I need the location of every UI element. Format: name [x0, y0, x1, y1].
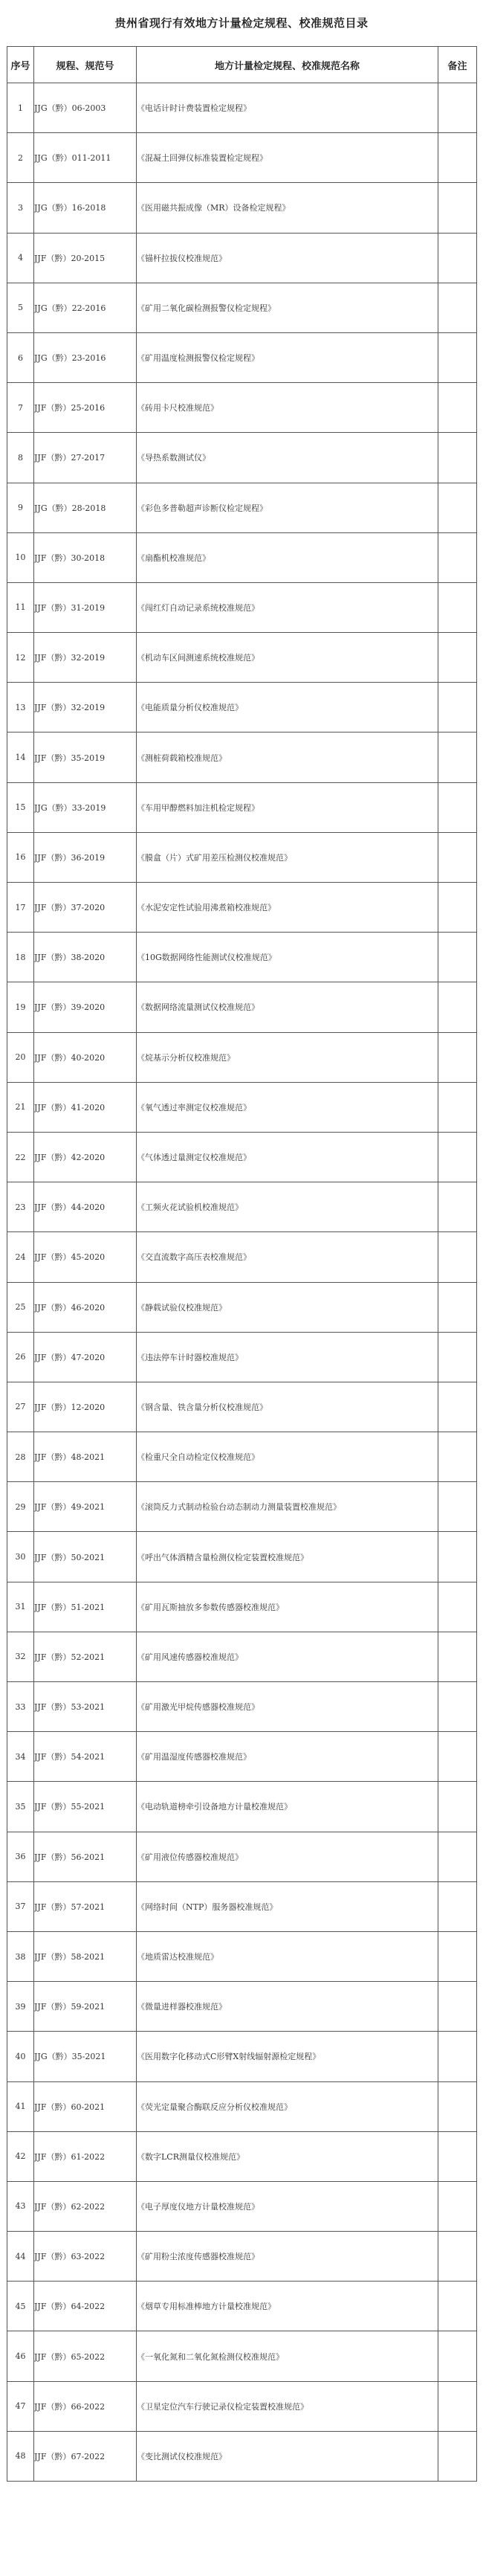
row-name: 《矿用风速传感器校准规范》 — [137, 1632, 438, 1681]
row-name: 《电能质量分析仪校准规范》 — [137, 683, 438, 732]
row-serial-number: 46 — [7, 2331, 34, 2381]
table-row — [7, 633, 477, 683]
row-serial-number: 35 — [7, 1782, 34, 1832]
row-code: JJF（黔）65-2022 — [34, 2331, 137, 2381]
row-name: 《烟草专用标准棒地方计量校准规范》 — [137, 2282, 438, 2331]
row-remark — [438, 1482, 477, 1532]
table-row — [7, 1282, 477, 1332]
row-code: JJG（黔）23-2016 — [34, 332, 137, 382]
row-serial-number: 21 — [7, 1082, 34, 1132]
row-name: 《烷基示分析仪校准规范》 — [137, 1032, 438, 1082]
row-serial-number: 10 — [7, 532, 34, 582]
row-remark — [438, 683, 477, 732]
row-code: JJF（黔）66-2022 — [34, 2381, 137, 2431]
row-serial-number: 37 — [7, 1881, 34, 1931]
row-remark — [438, 2081, 477, 2131]
row-name: 《电话计时计费装置检定规程》 — [137, 83, 438, 133]
row-serial-number: 26 — [7, 1332, 34, 1382]
row-remark — [438, 133, 477, 183]
row-name: 《卫星定位汽车行驶记录仪检定装置校准规范》 — [137, 2381, 438, 2431]
row-name: 《彩色多普勒超声诊断仪检定规程》 — [137, 483, 438, 532]
table-body — [7, 83, 477, 2482]
table-row — [7, 582, 477, 632]
row-code: JJF（黔）39-2020 — [34, 982, 137, 1032]
row-remark — [438, 1982, 477, 2032]
row-name: 《氧气透过率测定仪校准规范》 — [137, 1082, 438, 1132]
row-name: 《工频火花试验机校准规范》 — [137, 1182, 438, 1232]
table-row — [7, 483, 477, 532]
row-name: 《网络时间（NTP）服务器校准规范》 — [137, 1881, 438, 1931]
row-name: 《扇酯机校准规范》 — [137, 532, 438, 582]
row-remark — [438, 433, 477, 483]
table-row — [7, 883, 477, 933]
row-serial-number: 28 — [7, 1432, 34, 1482]
row-remark — [438, 1682, 477, 1732]
row-code: JJG（黔）33-2019 — [34, 782, 137, 832]
table-row — [7, 1832, 477, 1881]
row-remark — [438, 2181, 477, 2231]
row-serial-number: 42 — [7, 2131, 34, 2181]
row-code: JJF（黔）62-2022 — [34, 2181, 137, 2231]
row-remark — [438, 933, 477, 982]
row-code: JJG（黔）28-2018 — [34, 483, 137, 532]
row-remark — [438, 2331, 477, 2381]
row-remark — [438, 1532, 477, 1582]
table-row — [7, 1432, 477, 1482]
row-serial-number: 11 — [7, 582, 34, 632]
row-remark — [438, 1332, 477, 1382]
row-remark — [438, 832, 477, 882]
row-name: 《钢含量、铁含量分析仪校准规范》 — [137, 1382, 438, 1432]
row-code: JJF（黔）51-2021 — [34, 1582, 137, 1632]
row-serial-number: 15 — [7, 782, 34, 832]
table-row — [7, 1732, 477, 1782]
row-serial-number: 3 — [7, 183, 34, 233]
header-name: 地方计量检定规程、校准规范名称 — [137, 47, 438, 83]
row-name: 《检重尺全自动检定仪校准规范》 — [137, 1432, 438, 1482]
page-title: 贵州省现行有效地方计量检定规程、校准规范目录 — [114, 16, 369, 30]
row-code: JJF（黔）52-2021 — [34, 1632, 137, 1681]
row-name: 《气体透过量测定仪校准规范》 — [137, 1132, 438, 1182]
row-name: 《数字LCR测量仪校准规范》 — [137, 2131, 438, 2181]
table-row — [7, 2431, 477, 2481]
row-name: 《10G数据网络性能测试仪校准规范》 — [137, 933, 438, 982]
row-code: JJF（黔）27-2017 — [34, 433, 137, 483]
row-serial-number: 31 — [7, 1582, 34, 1632]
row-remark — [438, 1232, 477, 1282]
row-serial-number: 43 — [7, 2181, 34, 2231]
row-serial-number: 13 — [7, 683, 34, 732]
row-code: JJF（黔）47-2020 — [34, 1332, 137, 1382]
table-row — [7, 1482, 477, 1532]
table-row — [7, 2282, 477, 2331]
row-serial-number: 41 — [7, 2081, 34, 2131]
row-name: 《滚筒反力式制动检验台动态制动力测量装置校准规范》 — [137, 1482, 438, 1532]
row-name: 《电子厚度仪地方计量校准规范》 — [137, 2181, 438, 2231]
row-remark — [438, 1881, 477, 1931]
table-row — [7, 332, 477, 382]
row-remark — [438, 2282, 477, 2331]
row-remark — [438, 782, 477, 832]
table-row — [7, 2331, 477, 2381]
row-code: JJF（黔）54-2021 — [34, 1732, 137, 1782]
row-name: 《混凝土回弹仪标准装置检定规程》 — [137, 133, 438, 183]
row-remark — [438, 1032, 477, 1082]
table-row — [7, 933, 477, 982]
row-remark — [438, 2131, 477, 2181]
table-row — [7, 782, 477, 832]
row-code: JJF（黔）53-2021 — [34, 1682, 137, 1732]
row-serial-number: 23 — [7, 1182, 34, 1232]
regulation-table — [7, 46, 477, 2482]
row-name: 《矿用粉尘浓度传感器校准规范》 — [137, 2232, 438, 2282]
row-code: JJF（黔）35-2019 — [34, 732, 137, 782]
row-remark — [438, 883, 477, 933]
row-remark — [438, 1832, 477, 1881]
row-remark — [438, 1582, 477, 1632]
table-row — [7, 1132, 477, 1182]
table-row — [7, 1532, 477, 1582]
row-serial-number: 1 — [7, 83, 34, 133]
row-remark — [438, 233, 477, 283]
row-name: 《医用数字化移动式C形臂X射线辐射源检定规程》 — [137, 2032, 438, 2081]
row-code: JJF（黔）40-2020 — [34, 1032, 137, 1082]
row-code: JJG（黔）06-2003 — [34, 83, 137, 133]
row-serial-number: 4 — [7, 233, 34, 283]
row-code: JJF（黔）45-2020 — [34, 1232, 137, 1282]
table-row — [7, 1082, 477, 1132]
table-row — [7, 2381, 477, 2431]
table-row — [7, 1582, 477, 1632]
table-row — [7, 2232, 477, 2282]
row-serial-number: 8 — [7, 433, 34, 483]
row-name: 《地质雷达校准规范》 — [137, 1931, 438, 1981]
row-remark — [438, 1382, 477, 1432]
row-code: JJF（黔）61-2022 — [34, 2131, 137, 2181]
table-row — [7, 1881, 477, 1931]
table-row — [7, 832, 477, 882]
row-code: JJF（黔）48-2021 — [34, 1432, 137, 1482]
row-code: JJG（黔）011-2011 — [34, 133, 137, 183]
row-serial-number: 2 — [7, 133, 34, 183]
row-serial-number: 12 — [7, 633, 34, 683]
row-code: JJF（黔）63-2022 — [34, 2232, 137, 2282]
row-serial-number: 36 — [7, 1832, 34, 1881]
row-name: 《呼出气体酒精含量检测仪检定装置校准规范》 — [137, 1532, 438, 1582]
row-remark — [438, 483, 477, 532]
table-row — [7, 1232, 477, 1282]
row-name: 《微量进样器校准规范》 — [137, 1982, 438, 2032]
row-code: JJF（黔）32-2019 — [34, 683, 137, 732]
table-row — [7, 183, 477, 233]
table-row — [7, 1332, 477, 1382]
row-code: JJF（黔）55-2021 — [34, 1782, 137, 1832]
row-name: 《锚杆拉拔仪校准规范》 — [137, 233, 438, 283]
row-code: JJF（黔）57-2021 — [34, 1881, 137, 1931]
row-name: 《闯红灯自动记录系统校准规范》 — [137, 582, 438, 632]
row-remark — [438, 2032, 477, 2081]
row-code: JJG（黔）22-2016 — [34, 283, 137, 332]
row-remark — [438, 1082, 477, 1132]
row-name: 《机动车区间测速系统校准规范》 — [137, 633, 438, 683]
row-remark — [438, 2381, 477, 2431]
row-code: JJF（黔）37-2020 — [34, 883, 137, 933]
row-code: JJF（黔）59-2021 — [34, 1982, 137, 2032]
row-serial-number: 47 — [7, 2381, 34, 2431]
row-remark — [438, 982, 477, 1032]
row-serial-number: 24 — [7, 1232, 34, 1282]
row-remark — [438, 582, 477, 632]
row-serial-number: 45 — [7, 2282, 34, 2331]
row-code: JJF（黔）12-2020 — [34, 1382, 137, 1432]
row-serial-number: 17 — [7, 883, 34, 933]
row-serial-number: 20 — [7, 1032, 34, 1082]
row-name: 《导热系数测试仪》 — [137, 433, 438, 483]
row-name: 《矿用液位传感器校准规范》 — [137, 1832, 438, 1881]
row-code: JJF（黔）30-2018 — [34, 532, 137, 582]
row-name: 《数据网络流量测试仪校准规范》 — [137, 982, 438, 1032]
table-row — [7, 1632, 477, 1681]
row-remark — [438, 1732, 477, 1782]
row-remark — [438, 1132, 477, 1182]
row-serial-number: 32 — [7, 1632, 34, 1681]
row-name: 《交直流数字高压表校准规范》 — [137, 1232, 438, 1282]
table-row — [7, 532, 477, 582]
row-serial-number: 7 — [7, 383, 34, 433]
row-name: 《车用甲醇燃料加注机检定规程》 — [137, 782, 438, 832]
row-remark — [438, 1632, 477, 1681]
table-row — [7, 732, 477, 782]
row-serial-number: 18 — [7, 933, 34, 982]
table-row — [7, 283, 477, 332]
row-code: JJF（黔）31-2019 — [34, 582, 137, 632]
row-name: 《膜盒（片）式矿用差压检测仪校准规范》 — [137, 832, 438, 882]
row-code: JJF（黔）64-2022 — [34, 2282, 137, 2331]
row-serial-number: 29 — [7, 1482, 34, 1532]
row-name: 《静载试验仪校准规范》 — [137, 1282, 438, 1332]
table-row — [7, 982, 477, 1032]
row-serial-number: 16 — [7, 832, 34, 882]
row-code: JJF（黔）32-2019 — [34, 633, 137, 683]
row-remark — [438, 532, 477, 582]
row-serial-number: 9 — [7, 483, 34, 532]
row-serial-number: 25 — [7, 1282, 34, 1332]
row-name: 《矿用温度检测报警仪检定规程》 — [137, 332, 438, 382]
row-remark — [438, 383, 477, 433]
row-code: JJF（黔）56-2021 — [34, 1832, 137, 1881]
table-row — [7, 2181, 477, 2231]
row-remark — [438, 183, 477, 233]
table-row — [7, 2081, 477, 2131]
row-remark — [438, 732, 477, 782]
row-remark — [438, 633, 477, 683]
row-serial-number: 30 — [7, 1532, 34, 1582]
row-remark — [438, 2232, 477, 2282]
row-code: JJF（黔）60-2021 — [34, 2081, 137, 2131]
table-row — [7, 2032, 477, 2081]
row-code: JJF（黔）36-2019 — [34, 832, 137, 882]
row-code: JJG（黔）35-2021 — [34, 2032, 137, 2081]
row-name: 《测桩荷载箱校准规范》 — [137, 732, 438, 782]
row-serial-number: 34 — [7, 1732, 34, 1782]
row-name: 《矿用瓦斯抽放多参数传感器校准规范》 — [137, 1582, 438, 1632]
table-row — [7, 1032, 477, 1082]
table-row — [7, 1931, 477, 1981]
row-code: JJF（黔）44-2020 — [34, 1182, 137, 1232]
row-remark — [438, 1782, 477, 1832]
row-code: JJF（黔）50-2021 — [34, 1532, 137, 1582]
table-row — [7, 433, 477, 483]
row-remark — [438, 83, 477, 133]
row-remark — [438, 1432, 477, 1482]
row-name: 《一氧化氮和二氧化氮检测仪校准规范》 — [137, 2331, 438, 2381]
row-remark — [438, 1182, 477, 1232]
row-name: 《电动轨道榜牵引设备地方计量校准规范》 — [137, 1782, 438, 1832]
row-serial-number: 22 — [7, 1132, 34, 1182]
row-code: JJF（黔）20-2015 — [34, 233, 137, 283]
row-remark — [438, 1282, 477, 1332]
row-serial-number: 39 — [7, 1982, 34, 2032]
row-code: JJF（黔）58-2021 — [34, 1931, 137, 1981]
row-code: JJF（黔）41-2020 — [34, 1082, 137, 1132]
row-code: JJF（黔）67-2022 — [34, 2431, 137, 2481]
table-row — [7, 1382, 477, 1432]
row-serial-number: 5 — [7, 283, 34, 332]
row-code: JJF（黔）49-2021 — [34, 1482, 137, 1532]
row-serial-number: 33 — [7, 1682, 34, 1732]
table-row — [7, 2131, 477, 2181]
row-code: JJG（黔）16-2018 — [34, 183, 137, 233]
row-name: 《砖用卡尺校准规范》 — [137, 383, 438, 433]
table-row — [7, 1682, 477, 1732]
row-name: 《水泥安定性试验用沸煮箱校准规范》 — [137, 883, 438, 933]
table-row — [7, 383, 477, 433]
table-row — [7, 83, 477, 133]
row-remark — [438, 1931, 477, 1981]
row-serial-number: 38 — [7, 1931, 34, 1981]
row-name: 《医用磁共振成像（MR）设备检定规程》 — [137, 183, 438, 233]
table-row — [7, 1982, 477, 2032]
row-name: 《违法停车计时器校准规范》 — [137, 1332, 438, 1382]
row-name: 《变比测试仪校准规范》 — [137, 2431, 438, 2481]
header-serial-number: 序号 — [7, 47, 34, 83]
row-code: JJF（黔）25-2016 — [34, 383, 137, 433]
row-serial-number: 40 — [7, 2032, 34, 2081]
table-row — [7, 233, 477, 283]
header-code: 规程、规范号 — [34, 47, 137, 83]
table-row — [7, 133, 477, 183]
row-serial-number: 27 — [7, 1382, 34, 1432]
row-code: JJF（黔）38-2020 — [34, 933, 137, 982]
row-name: 《矿用温湿度传感器校准规范》 — [137, 1732, 438, 1782]
table-header-row — [7, 47, 477, 83]
row-serial-number: 48 — [7, 2431, 34, 2481]
row-serial-number: 19 — [7, 982, 34, 1032]
row-code: JJF（黔）42-2020 — [34, 1132, 137, 1182]
row-remark — [438, 283, 477, 332]
table-row — [7, 1182, 477, 1232]
row-serial-number: 14 — [7, 732, 34, 782]
table-row — [7, 1782, 477, 1832]
table-row — [7, 683, 477, 732]
row-remark — [438, 2431, 477, 2481]
row-name: 《矿用激光甲烷传感器校准规范》 — [137, 1682, 438, 1732]
row-serial-number: 6 — [7, 332, 34, 382]
row-code: JJF（黔）46-2020 — [34, 1282, 137, 1332]
row-remark — [438, 332, 477, 382]
row-name: 《荧光定量聚合酶联反应分析仪校准规范》 — [137, 2081, 438, 2131]
header-remark: 备注 — [438, 47, 477, 83]
row-serial-number: 44 — [7, 2232, 34, 2282]
row-name: 《矿用二氧化碳检测报警仪检定规程》 — [137, 283, 438, 332]
